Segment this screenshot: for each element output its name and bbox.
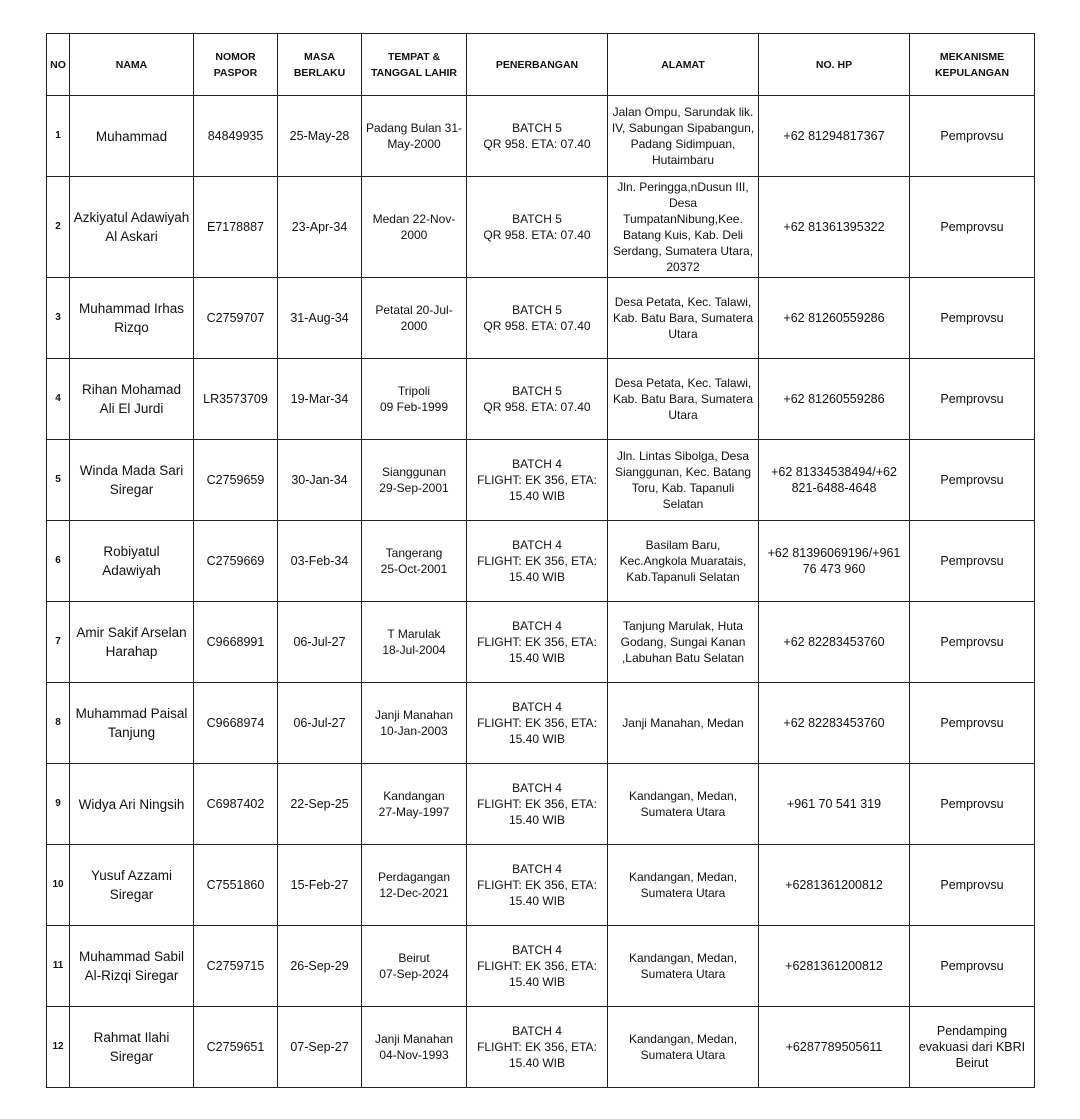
- cell-mekanisme-kepulangan: Pemprovsu: [910, 440, 1035, 521]
- cell-nomor-paspor: C9668991: [194, 602, 278, 683]
- table-row: [47, 521, 1035, 602]
- cell-nama: Azkiyatul Adawiyah Al Askari: [70, 177, 194, 278]
- cell-alamat: Jln. Lintas Sibolga, Desa Sianggunan, Kec. Batang Toru, Kab. Tapanuli Selatan: [608, 440, 759, 521]
- table-row: [47, 359, 1035, 440]
- cell-penerbangan: BATCH 4 FLIGHT: EK 356, ETA: 15.40 WIB: [467, 1007, 608, 1088]
- cell-tempat-tanggal-lahir: Janji Manahan 04-Nov-1993: [362, 1007, 467, 1088]
- cell-alamat: Basilam Baru, Kec.Angkola Muaratais, Kab.Tapanuli Selatan: [608, 521, 759, 602]
- cell-alamat: Jln. Peringga,nDusun III, Desa TumpatanNibung,Kee. Batang Kuis, Kab. Deli Serdang, Sumatera Utara, 20372: [608, 177, 759, 278]
- cell-no: 6: [47, 521, 70, 602]
- cell-tempat-tanggal-lahir: Perdagangan 12-Dec-2021: [362, 845, 467, 926]
- cell-masa-berlaku: 06-Jul-27: [278, 602, 362, 683]
- cell-nama: Muhammad Irhas Rizqo: [70, 278, 194, 359]
- table-row: [47, 926, 1035, 1007]
- cell-tempat-tanggal-lahir: Medan 22-Nov-2000: [362, 177, 467, 278]
- cell-no-hp: +62 81260559286: [759, 359, 910, 440]
- cell-nama: Muhammad Paisal Tanjung: [70, 683, 194, 764]
- cell-tempat-tanggal-lahir: Kandangan 27-May-1997: [362, 764, 467, 845]
- cell-alamat: Jalan Ompu, Sarundak lik. IV, Sabungan Sipabangun, Padang Sidimpuan, Hutaimbaru: [608, 96, 759, 177]
- table-row: [47, 278, 1035, 359]
- cell-masa-berlaku: 22-Sep-25: [278, 764, 362, 845]
- cell-nomor-paspor: C2759715: [194, 926, 278, 1007]
- cell-no-hp: +62 81334538494/+62 821-6488-4648: [759, 440, 910, 521]
- cell-no: 11: [47, 926, 70, 1007]
- cell-no: 4: [47, 359, 70, 440]
- cell-tempat-tanggal-lahir: T Marulak 18-Jul-2004: [362, 602, 467, 683]
- cell-masa-berlaku: 31-Aug-34: [278, 278, 362, 359]
- cell-mekanisme-kepulangan: Pemprovsu: [910, 96, 1035, 177]
- cell-penerbangan: BATCH 4 FLIGHT: EK 356, ETA: 15.40 WIB: [467, 521, 608, 602]
- cell-masa-berlaku: 19-Mar-34: [278, 359, 362, 440]
- cell-tempat-tanggal-lahir: Beirut 07-Sep-2024: [362, 926, 467, 1007]
- cell-nama: Muhammad Sabil Al-Rizqi Siregar: [70, 926, 194, 1007]
- cell-mekanisme-kepulangan: Pemprovsu: [910, 177, 1035, 278]
- cell-nama: Widya Ari Ningsih: [70, 764, 194, 845]
- cell-penerbangan: BATCH 5 QR 958. ETA: 07.40: [467, 278, 608, 359]
- cell-mekanisme-kepulangan: Pemprovsu: [910, 602, 1035, 683]
- cell-nomor-paspor: C2759707: [194, 278, 278, 359]
- cell-penerbangan: BATCH 4 FLIGHT: EK 356, ETA: 15.40 WIB: [467, 845, 608, 926]
- cell-masa-berlaku: 25-May-28: [278, 96, 362, 177]
- cell-no-hp: +62 82283453760: [759, 683, 910, 764]
- table-row: [47, 1007, 1035, 1088]
- cell-no: 12: [47, 1007, 70, 1088]
- cell-penerbangan: BATCH 5 QR 958. ETA: 07.40: [467, 177, 608, 278]
- cell-mekanisme-kepulangan: Pemprovsu: [910, 926, 1035, 1007]
- table-row: [47, 96, 1035, 177]
- header-penerbangan: PENERBANGAN: [467, 34, 608, 96]
- cell-mekanisme-kepulangan: Pemprovsu: [910, 521, 1035, 602]
- table-row: [47, 683, 1035, 764]
- cell-nama: Muhammad: [70, 96, 194, 177]
- header-nama: NAMA: [70, 34, 194, 96]
- header-no-hp: NO. HP: [759, 34, 910, 96]
- cell-no: 10: [47, 845, 70, 926]
- cell-penerbangan: BATCH 4 FLIGHT: EK 356, ETA: 15.40 WIB: [467, 926, 608, 1007]
- cell-alamat: Tanjung Marulak, Huta Godang, Sungai Kanan ,Labuhan Batu Selatan: [608, 602, 759, 683]
- cell-masa-berlaku: 03-Feb-34: [278, 521, 362, 602]
- cell-no: 1: [47, 96, 70, 177]
- cell-no: 7: [47, 602, 70, 683]
- cell-masa-berlaku: 15-Feb-27: [278, 845, 362, 926]
- cell-tempat-tanggal-lahir: Tangerang 25-Oct-2001: [362, 521, 467, 602]
- cell-tempat-tanggal-lahir: Janji Manahan 10-Jan-2003: [362, 683, 467, 764]
- cell-nomor-paspor: C2759659: [194, 440, 278, 521]
- cell-no-hp: +62 81361395322: [759, 177, 910, 278]
- header-mekanisme: MEKANISME KEPULANGAN: [910, 34, 1035, 96]
- cell-no-hp: +6281361200812: [759, 926, 910, 1007]
- cell-nama: Yusuf Azzami Siregar: [70, 845, 194, 926]
- table-body: [47, 96, 1035, 1088]
- cell-nama: Robiyatul Adawiyah: [70, 521, 194, 602]
- cell-tempat-tanggal-lahir: Petatal 20-Jul-2000: [362, 278, 467, 359]
- cell-nomor-paspor: E7178887: [194, 177, 278, 278]
- table-row: [47, 845, 1035, 926]
- cell-nama: Rihan Mohamad Ali El Jurdi: [70, 359, 194, 440]
- cell-no-hp: +6281361200812: [759, 845, 910, 926]
- cell-mekanisme-kepulangan: Pemprovsu: [910, 278, 1035, 359]
- cell-alamat: Desa Petata, Kec. Talawi, Kab. Batu Bara, Sumatera Utara: [608, 359, 759, 440]
- cell-no: 5: [47, 440, 70, 521]
- cell-nomor-paspor: 84849935: [194, 96, 278, 177]
- header-paspor: NOMOR PASPOR: [194, 34, 278, 96]
- header-no: NO: [47, 34, 70, 96]
- header-tempat-tanggal-lahir: TEMPAT & TANGGAL LAHIR: [362, 34, 467, 96]
- cell-masa-berlaku: 30-Jan-34: [278, 440, 362, 521]
- cell-alamat: Desa Petata, Kec. Talawi, Kab. Batu Bara, Sumatera Utara: [608, 278, 759, 359]
- table-row: [47, 440, 1035, 521]
- table-row: [47, 602, 1035, 683]
- table-row: [47, 177, 1035, 278]
- cell-no-hp: +62 82283453760: [759, 602, 910, 683]
- cell-mekanisme-kepulangan: Pendamping evakuasi dari KBRI Beirut: [910, 1007, 1035, 1088]
- cell-masa-berlaku: 26-Sep-29: [278, 926, 362, 1007]
- cell-no-hp: +961 70 541 319: [759, 764, 910, 845]
- cell-masa-berlaku: 06-Jul-27: [278, 683, 362, 764]
- cell-penerbangan: BATCH 4 FLIGHT: EK 356, ETA: 15.40 WIB: [467, 440, 608, 521]
- cell-nomor-paspor: C2759651: [194, 1007, 278, 1088]
- cell-mekanisme-kepulangan: Pemprovsu: [910, 359, 1035, 440]
- header-masa-berlaku: MASA BERLAKU: [278, 34, 362, 96]
- header-row: [47, 34, 1035, 96]
- cell-penerbangan: BATCH 4 FLIGHT: EK 356, ETA: 15.40 WIB: [467, 764, 608, 845]
- cell-penerbangan: BATCH 4 FLIGHT: EK 356, ETA: 15.40 WIB: [467, 683, 608, 764]
- cell-nama: Rahmat Ilahi Siregar: [70, 1007, 194, 1088]
- cell-nomor-paspor: C6987402: [194, 764, 278, 845]
- cell-alamat: Kandangan, Medan, Sumatera Utara: [608, 1007, 759, 1088]
- cell-nomor-paspor: LR3573709: [194, 359, 278, 440]
- cell-alamat: Kandangan, Medan, Sumatera Utara: [608, 845, 759, 926]
- cell-alamat: Kandangan, Medan, Sumatera Utara: [608, 926, 759, 1007]
- cell-nomor-paspor: C7551860: [194, 845, 278, 926]
- cell-no-hp: +62 81294817367: [759, 96, 910, 177]
- cell-alamat: Janji Manahan, Medan: [608, 683, 759, 764]
- cell-no: 3: [47, 278, 70, 359]
- cell-no: 8: [47, 683, 70, 764]
- table-header: [47, 34, 1035, 96]
- cell-no-hp: +62 81396069196/+961 76 473 960: [759, 521, 910, 602]
- cell-nomor-paspor: C9668974: [194, 683, 278, 764]
- cell-mekanisme-kepulangan: Pemprovsu: [910, 845, 1035, 926]
- cell-penerbangan: BATCH 5 QR 958. ETA: 07.40: [467, 96, 608, 177]
- cell-mekanisme-kepulangan: Pemprovsu: [910, 764, 1035, 845]
- cell-alamat: Kandangan, Medan, Sumatera Utara: [608, 764, 759, 845]
- header-alamat: ALAMAT: [608, 34, 759, 96]
- cell-nama: Amir Sakif Arselan Harahap: [70, 602, 194, 683]
- cell-no: 9: [47, 764, 70, 845]
- cell-tempat-tanggal-lahir: Padang Bulan 31-May-2000: [362, 96, 467, 177]
- table-row: [47, 764, 1035, 845]
- cell-tempat-tanggal-lahir: Sianggunan 29-Sep-2001: [362, 440, 467, 521]
- cell-masa-berlaku: 07-Sep-27: [278, 1007, 362, 1088]
- cell-nama: Winda Mada Sari Siregar: [70, 440, 194, 521]
- cell-no-hp: +6287789505611: [759, 1007, 910, 1088]
- cell-masa-berlaku: 23-Apr-34: [278, 177, 362, 278]
- evacuee-table: [46, 33, 1035, 1088]
- cell-mekanisme-kepulangan: Pemprovsu: [910, 683, 1035, 764]
- cell-penerbangan: BATCH 4 FLIGHT: EK 356, ETA: 15.40 WIB: [467, 602, 608, 683]
- cell-penerbangan: BATCH 5 QR 958. ETA: 07.40: [467, 359, 608, 440]
- cell-nomor-paspor: C2759669: [194, 521, 278, 602]
- cell-no-hp: +62 81260559286: [759, 278, 910, 359]
- cell-tempat-tanggal-lahir: Tripoli 09 Feb-1999: [362, 359, 467, 440]
- cell-no: 2: [47, 177, 70, 278]
